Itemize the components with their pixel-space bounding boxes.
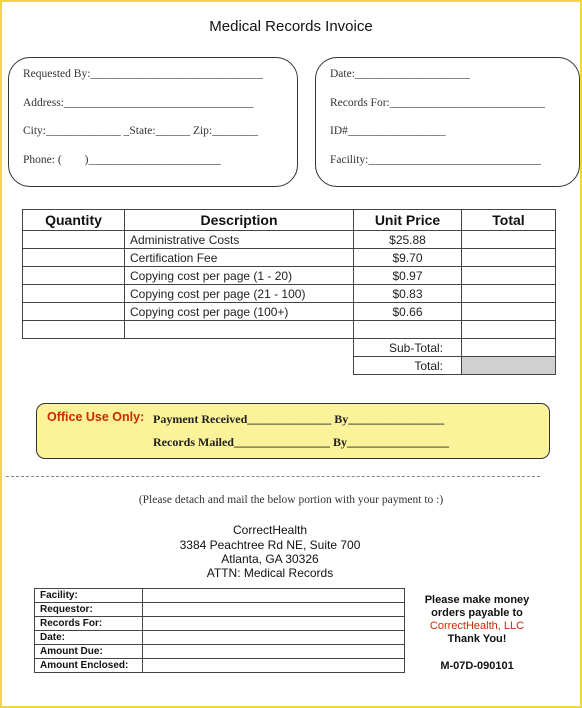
subtotal-label: Sub-Total: xyxy=(354,339,462,357)
detach-line xyxy=(6,476,540,477)
table-row xyxy=(35,603,405,617)
header-total: Total xyxy=(462,210,556,231)
payment-note-line1: Please make money xyxy=(424,594,530,606)
unit-price-cell: $0.97 xyxy=(354,267,462,285)
unit-price-cell[interactable] xyxy=(354,321,462,339)
facility-field[interactable]: Facility:______________________________ xyxy=(330,154,541,166)
description-cell: Copying cost per page (21 - 100) xyxy=(125,285,354,303)
requested-by-field[interactable]: Requested By:______________________________ xyxy=(23,68,263,80)
total-cell[interactable] xyxy=(462,231,556,249)
records-for-field[interactable]: Records For:___________________________ xyxy=(330,97,545,109)
city-state-zip-field[interactable]: City:_____________ _State:______ Zip:________ xyxy=(23,125,259,137)
description-cell: Copying cost per page (100+) xyxy=(125,303,354,321)
unit-price-cell: $0.83 xyxy=(354,285,462,303)
payment-note-line2: orders payable to xyxy=(431,607,523,619)
subtotal-value-cell[interactable] xyxy=(462,339,556,357)
address-city: Atlanta, GA 30326 xyxy=(221,552,319,566)
stub-label: Facility: xyxy=(35,589,143,603)
description-cell: Administrative Costs xyxy=(125,231,354,249)
stub-value-cell[interactable] xyxy=(143,631,405,645)
table-row xyxy=(35,631,405,645)
table-row xyxy=(35,659,405,673)
stub-label: Amount Enclosed: xyxy=(35,659,143,673)
thank-you-text: Thank You! xyxy=(447,633,507,645)
table-row xyxy=(23,231,556,249)
phone-field[interactable]: Phone: ( )_______________________ xyxy=(23,154,221,166)
description-cell[interactable] xyxy=(125,321,354,339)
stub-value-cell[interactable] xyxy=(143,659,405,673)
header-unit-price: Unit Price xyxy=(354,210,462,231)
description-cell: Certification Fee xyxy=(125,249,354,267)
address-attn: ATTN: Medical Records xyxy=(206,566,334,580)
form-code: M-07D-090101 xyxy=(440,660,514,672)
stub-value-cell[interactable] xyxy=(143,589,405,603)
invoice-header-row xyxy=(23,210,556,231)
quantity-cell[interactable] xyxy=(23,285,125,303)
total-label: Total: xyxy=(354,357,462,375)
table-row xyxy=(23,285,556,303)
page-title: Medical Records Invoice xyxy=(209,18,373,35)
quantity-cell[interactable] xyxy=(23,321,125,339)
table-row-empty xyxy=(23,321,556,339)
quantity-cell[interactable] xyxy=(23,231,125,249)
total-cell[interactable] xyxy=(462,285,556,303)
description-cell: Copying cost per page (1 - 20) xyxy=(125,267,354,285)
stub-value-cell[interactable] xyxy=(143,645,405,659)
total-cell[interactable] xyxy=(462,249,556,267)
office-use-box xyxy=(36,403,550,459)
payment-received-line[interactable]: Payment Received______________ By________________ xyxy=(153,412,445,426)
unit-price-cell: $25.88 xyxy=(354,231,462,249)
total-cell[interactable] xyxy=(462,321,556,339)
header-quantity: Quantity xyxy=(23,210,125,231)
stub-label: Requestor: xyxy=(35,603,143,617)
table-row xyxy=(35,617,405,631)
record-box xyxy=(315,57,580,187)
payee-name: CorrectHealth, LLC xyxy=(429,620,525,632)
header-description: Description xyxy=(125,210,354,231)
stub-value-cell[interactable] xyxy=(143,617,405,631)
total-cell[interactable] xyxy=(462,267,556,285)
stub-label: Date: xyxy=(35,631,143,645)
address-company: CorrectHealth xyxy=(232,523,308,537)
office-use-label: Office Use Only: xyxy=(47,410,145,424)
date-field[interactable]: Date:____________________ xyxy=(330,68,470,80)
stub-value-cell[interactable] xyxy=(143,603,405,617)
quantity-cell[interactable] xyxy=(23,249,125,267)
unit-price-cell: $9.70 xyxy=(354,249,462,267)
invoice-table xyxy=(22,209,556,375)
table-row xyxy=(23,267,556,285)
table-row xyxy=(35,589,405,603)
subtotal-row xyxy=(23,339,556,357)
id-field[interactable]: ID#_________________ xyxy=(330,125,446,137)
stub-label: Amount Due: xyxy=(35,645,143,659)
address-field[interactable]: Address:_________________________________ xyxy=(23,97,254,109)
quantity-cell[interactable] xyxy=(23,303,125,321)
total-value-cell[interactable] xyxy=(462,357,556,375)
unit-price-cell: $0.66 xyxy=(354,303,462,321)
stub-label: Records For: xyxy=(35,617,143,631)
table-row xyxy=(23,249,556,267)
detach-note: (Please detach and mail the below portion with your payment to :) xyxy=(138,494,444,506)
table-row xyxy=(23,303,556,321)
quantity-cell[interactable] xyxy=(23,267,125,285)
payment-stub-table xyxy=(34,588,405,673)
requester-box xyxy=(8,57,298,187)
total-cell[interactable] xyxy=(462,303,556,321)
total-row xyxy=(23,357,556,375)
records-mailed-line[interactable]: Records Mailed________________ By_________________ xyxy=(153,435,449,449)
address-street: 3384 Peachtree Rd NE, Suite 700 xyxy=(179,538,361,552)
table-row xyxy=(35,645,405,659)
